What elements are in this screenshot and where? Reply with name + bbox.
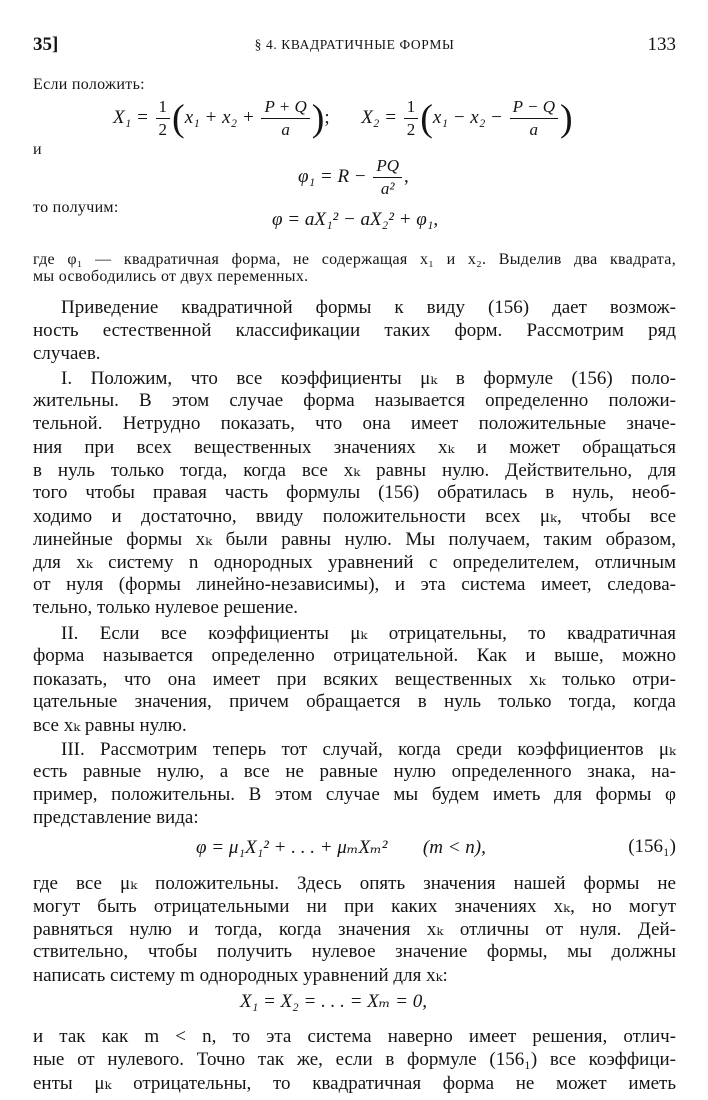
para-I-line: линейные формы xₖ были равны нулю. Мы получаем, таким образом, <box>33 529 676 550</box>
para-I-line: ния при всех вещественных значениях xₖ и может обращаться <box>33 437 676 458</box>
para-main-line: Приведение квадратичной формы к виду (156) дает возмож- <box>61 297 676 318</box>
para-I-line: I. Положим, что все коэффициенты μₖ в формуле (156) поло- <box>61 368 676 389</box>
eq-156-1-body: φ = μ₁X₁² + . . . + μₘXₘ² <box>196 837 388 858</box>
frac-pq-1 <box>261 96 309 141</box>
equation-phi1 <box>298 155 409 200</box>
frac-num: PQ <box>373 155 402 178</box>
para-main-line: случаев. <box>33 343 101 364</box>
para-main-line: ность естественной классификации таких форм. Рассмотрим ряд <box>33 320 676 341</box>
frac-den: a² <box>380 179 395 198</box>
intro-where-1: где φ₁ — квадратичная форма, не содержащая x₁ и x₂. Выделив два квадрата, <box>33 251 676 268</box>
section-number: 35] <box>33 34 59 55</box>
frac-num: P − Q <box>510 96 558 119</box>
para-V-line: енты μₖ отрицательны, то квадратичная форма не может иметь <box>33 1073 676 1094</box>
running-title: § 4. КВАДРАТИЧНЫЕ ФОРМЫ <box>254 37 455 52</box>
equation-X1-X2: X₁ = $\frac{1}{2}$ (x₁ + x₂ + $\frac{P + Q}{a}$ ); X₂ = $\frac{1}{2}$ (x₁ − x₂ − $\frac{P - Q}{a}$ ) <box>113 97 573 140</box>
para-II-line: показать, что она имеет при всяких вещественных xₖ только отри- <box>33 669 676 690</box>
para-IV-line: равняться нулю и тогда, когда значения xₖ отличны от нуля. Дей- <box>33 919 676 940</box>
para-III-line: есть равные нулю, а все не равные нулю определенного знака, на- <box>33 761 676 782</box>
para-III-line: пример, положительны. В этом случае мы будем иметь для формы φ <box>33 784 676 805</box>
eq-156-1-condition: (m < n), <box>422 837 486 858</box>
para-II-line: цательные значения, причем обращается в нуль только тогда, когда <box>33 691 676 712</box>
para-III-line: III. Рассмотрим теперь тот случай, когда среди коэффициентов μₖ <box>61 739 676 760</box>
para-IV-line: могут быть отрицательными ни при каких значениях xₖ, но могут <box>33 896 676 917</box>
frac-half-2 <box>404 96 419 141</box>
eq-x2-inner: x₁ − x₂ − <box>432 106 508 128</box>
equation-zero-system: X₁ = X₂ = . . . = Xₘ = 0, <box>240 991 427 1012</box>
frac-den: a <box>281 120 290 139</box>
equation-number: (156₁) <box>628 836 676 857</box>
para-II-line: II. Если все коэффициенты μₖ отрицательны, то квадратичная <box>61 623 676 644</box>
frac-pq-a2 <box>373 155 402 200</box>
para-I-line: того чтобы правая часть формулы (156) обратилась в нуль, необ- <box>33 482 676 503</box>
para-I-line: ходимо и достаточно, ввиду положительности всех μₖ, чтобы все <box>33 506 676 527</box>
frac-den: 2 <box>406 120 416 139</box>
eq-x2-lhs: X₂ = <box>361 106 402 128</box>
para-V-line: ные от нулевого. Точно так же, если в формуле (156₁) все коэффици- <box>33 1049 676 1070</box>
frac-num: 1 <box>156 96 171 119</box>
page-number: 133 <box>647 34 676 55</box>
para-I-line: тельной. Нетрудно показать, что она имеет положительные значе- <box>33 413 676 434</box>
intro-where-2: мы освободились от двух переменных. <box>33 268 309 285</box>
eq-x1-lhs: X₁ = <box>113 106 154 128</box>
eq-phi1-tail: , <box>404 165 409 187</box>
para-I-line: в нуль только тогда, когда все xₖ равны нулю. Действительно, для <box>33 460 676 481</box>
frac-pq-2 <box>510 96 558 141</box>
intro-line: Если положить: <box>33 76 145 93</box>
intro-and: и <box>33 141 42 158</box>
frac-den: a <box>529 120 539 139</box>
eq-x1-tail: ; <box>324 106 330 128</box>
eq-x1-inner: x₁ + x₂ + <box>184 106 260 128</box>
para-I-line: для xₖ систему n однородных уравнений с определителем, отличным <box>33 552 676 573</box>
para-IV-line: ствительно, чтобы получить нулевое значение формы, мы должны <box>33 941 676 962</box>
para-II-line: все xₖ равны нулю. <box>33 715 187 736</box>
para-I-line: жительны. В этом случае форма называется определенно положи- <box>33 390 676 411</box>
frac-num: 1 <box>404 96 419 119</box>
para-III-line: представление вида: <box>33 807 199 828</box>
para-I-line: тельно, только нулевое решение. <box>33 597 299 618</box>
para-IV-line: где все μₖ положительны. Здесь опять значения нашей формы не <box>33 873 676 894</box>
equation-156-1 <box>196 836 486 859</box>
page-header <box>33 34 676 60</box>
eq-phi1-lhs: φ₁ = R − <box>298 165 372 187</box>
para-I-line: от нуля (формы линейно-независимы), и эта система имеет, следова- <box>33 574 676 595</box>
intro-then: то получим: <box>33 199 119 216</box>
para-V-line: и так как m < n, то эта система наверно имеет решения, отлич- <box>33 1026 676 1047</box>
frac-den: 2 <box>158 120 168 139</box>
para-II-line: форма называется определенно отрицательной. Как и выше, можно <box>33 645 676 666</box>
frac-half-1 <box>156 96 171 141</box>
equation-phi: φ = aX₁² − aX₂² + φ₁, <box>272 209 439 230</box>
para-IV-line: написать систему m однородных уравнений для xₖ: <box>33 965 448 986</box>
frac-num: P + Q <box>261 96 309 119</box>
